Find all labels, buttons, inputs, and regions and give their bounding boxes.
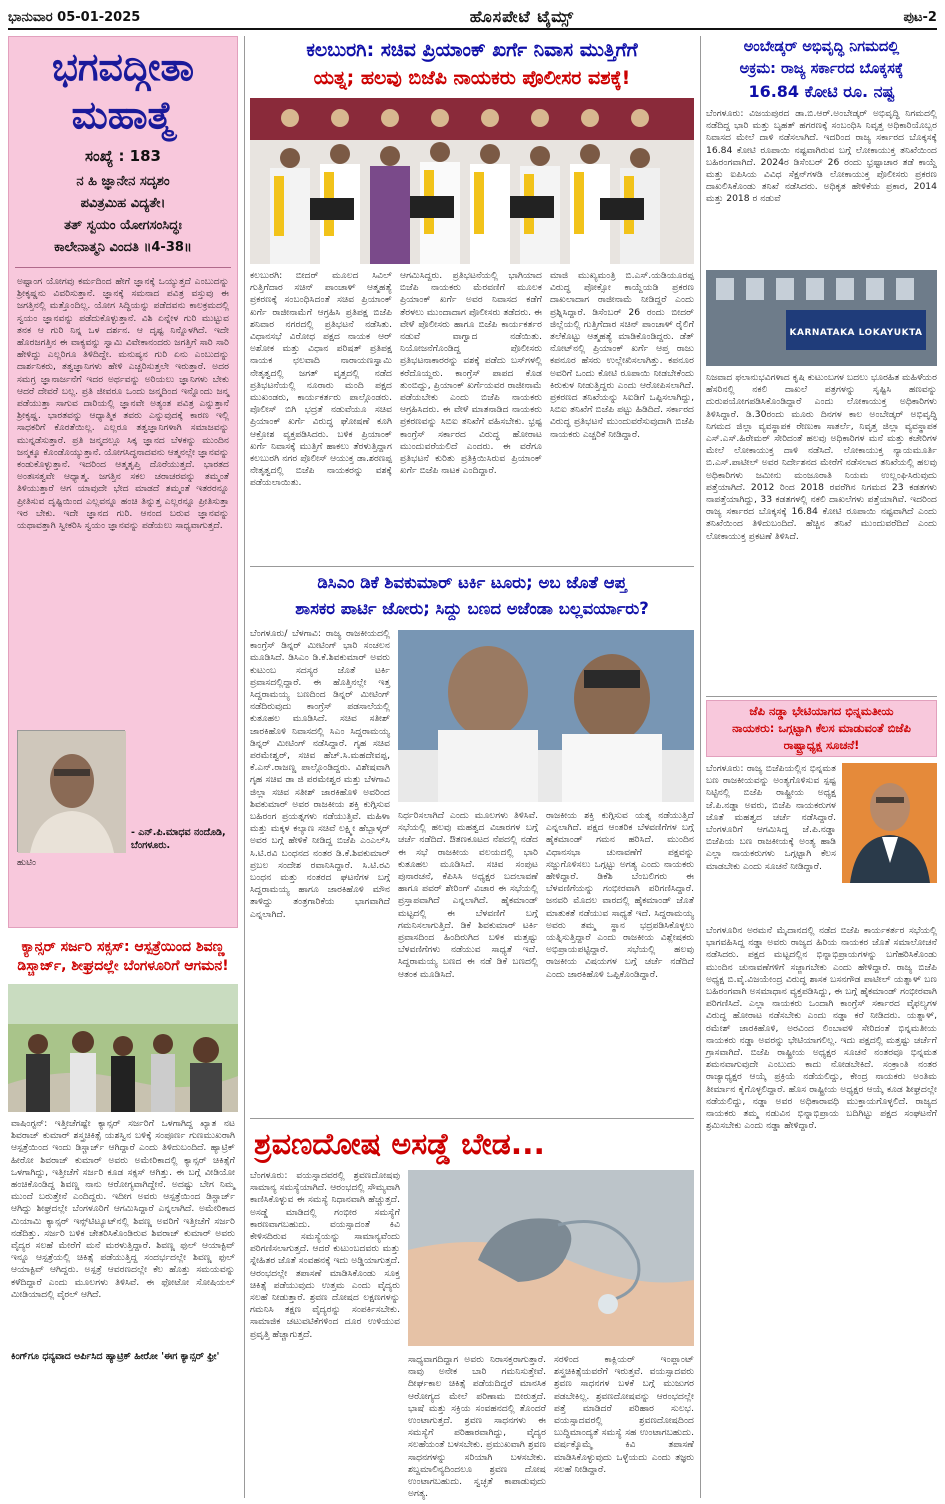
dkshi-article [250, 570, 697, 1118]
cancer-subhead: ಕಿಂಗ್‌ಗೂ ಧನ್ಯವಾದ ಅರ್ಪಿಸಿದ ಹ್ಯಾಟ್ರಿಕ್ ಹೀರೋ 'ಈಗ ಕ್ಯಾನ್ಸರ್ ಫ್ರೀ' [11, 1351, 220, 1362]
kalaburagi-col1: ಕಲಬುರಗಿ: ಬೀದರ್ ಮೂಲದ ಸಿವಿಲ್ ಗುತ್ತಿಗೆದಾರ ಸಚಿನ್ ಪಾಂಚಾಳ್ ಆತ್ಮಹತ್ಯೆ ಪ್ರಕರಣಕ್ಕೆ ಸಂಬಂಧಿಸಿದಂತೆ ಸಚಿವ ಪ್ರಿಯಾಂಕ್ ಖರ್ಗೆ ರಾಜೀನಾಮೆಗೆ ಆಗ್ರಹಿಸಿ ಪ್ರತಿಪಕ್ಷ ಬಿಜೆಪಿ ಶನಿವಾರ ನಗರದಲ್ಲಿ ಪ್ರತಿಭಟನೆ ನಡೆಸಿತು. ವಿಧಾನಸಭೆ ವಿರೋಧ ಪಕ್ಷದ ನಾಯಕ ಆರ್ ಅಶೋಕ ಮತ್ತು ವಿಧಾನ ಪರಿಷತ್ ಪ್ರತಿಪಕ್ಷ ನಾಯಕ ಛಲವಾದಿ ನಾರಾಯಣಸ್ವಾಮಿ ನೇತೃತ್ವದಲ್ಲಿ ಜಗತ್ ವೃತ್ತದಲ್ಲಿ ನಡೆದ ಪ್ರತಿಭಟನೆಯಲ್ಲಿ ನೂರಾರು ಮಂದಿ ಪಕ್ಷದ ಮುಖಂಡರು, ಕಾರ್ಯಕರ್ತರು ಪಾಲ್ಗೊಂಡರು. ಪೊಲೀಸ್ ಬಿಗಿ ಭದ್ರತೆ ನಡುವೆಯೂ ಸಚಿವ ಪ್ರಿಯಾಂಕ್ ಖರ್ಗೆ ವಿರುದ್ಧ ಘೋಷಣೆ ಕೂಗಿ ಆಕ್ರೋಶ ವ್ಯಕ್ತಪಡಿಸಿದರು. ಬಳಿಕ ಪ್ರಿಯಾಂಕ್ ಖರ್ಗೆ ನಿವಾಸಕ್ಕೆ ಮುತ್ತಿಗೆ ಹಾಕಲು ತೆರಳುತ್ತಿದ್ದಾಗ ಕಲಬುರಗಿ ನಗರ ಪೊಲೀಸ್ ಆಯುಕ್ತ ಡಾ.ಶರಣಪ್ಪ ನೇತೃತ್ವದಲ್ಲಿ ಬಿಜೆಪಿ ನಾಯಕರನ್ನು ವಶಕ್ಕೆ ಪಡೆಯಲಾಯಿತು. [250, 270, 395, 489]
gita-number: ಸಂಖ್ಯೆ : 183 [85, 147, 161, 165]
dkshi-headline-line2: ಶಾಸಕರ ಪಾರ್ಟಿ ಜೋರು; ಸಿದ್ದು ಬಣದ ಅಜೆಂಡಾ ಬಲ್ಲವರ್ಯಾರು? [295, 599, 649, 618]
divider [15, 267, 231, 268]
issue-date: ಭಾನುವಾರ 05-01-2025 [8, 9, 141, 25]
column-rule [700, 36, 701, 1498]
hearing-col2: ಸಾಧ್ಯವಾಗದಿದ್ದಾಗ ಅವರು ನಿರಾಸಕ್ತರಾಗುತ್ತಾರೆ. ನಾವು ಅನೇಕ ಬಾರಿ ಗಮನಿಸುತ್ತೇವೆ. ದೀರ್ಘಕಾಲ ಚಿಕಿತ್ಸೆ ಪಡೆಯದಿದ್ದರೆ ಮಾನಸಿಕ ಆರೋಗ್ಯದ ಮೇಲೆ ಪರಿಣಾಮ ಬೀರುತ್ತದೆ. ಭಾಷೆ ಮತ್ತು ಸಕ್ರಿಯ ಸಂವಹನದಲ್ಲಿ ತೊಂದರೆ ಉಂಟಾಗುತ್ತದೆ. ಶ್ರವಣ ಸಾಧನಗಳು ಈ ಸಮಸ್ಯೆಗೆ ಪರಿಹಾರವಾಗಿದ್ದು, ವೈದ್ಯರ ಸಲಹೆಯಂತೆ ಬಳಸಬೇಕು. ಪ್ರಮುಖವಾಗಿ ಶ್ರವಣ ಸಾಧನಗಳನ್ನು ಸರಿಯಾಗಿ ಬಳಸಬೇಕು. ಶಬ್ದಮಾಲಿನ್ಯದಿಂದಲೂ ಶ್ರವಣ ದೋಷ ಉಂಟಾಗಬಹುದು. ಸ್ವಚ್ಛತೆ ಕಾಪಾಡುವುದು ಅಗತ್ಯ. [408, 1354, 549, 1500]
hearing-col3: ಸರಳಿಂದ ಕಾಕ್ಲಿಯರ್ ಇಂಪ್ಲಾಂಟ್ ಶಸ್ತ್ರಚಿಕಿತ್ಸೆಯವರೆಗೆ ಇರುತ್ತವೆ. ವಯಸ್ಸಾದವರು ಶ್ರವಣ ಸಾಧನಗಳ ಬಳಕೆ ಬಗ್ಗೆ ಮುಜುಗರ ಪಡಬೇಕಿಲ್ಲ. ಶ್ರವಣದೋಷವನ್ನು ಆರಂಭದಲ್ಲೇ ಪತ್ತೆ ಮಾಡಿದರೆ ಪರಿಹಾರ ಸುಲಭ. ವಯಸ್ಸಾದವರಲ್ಲಿ ಶ್ರವಣದೋಷದಿಂದ ಬುದ್ಧಿಮಾಂದ್ಯತೆ ಸಮಸ್ಯೆ ಸಹ ಉಂಟಾಗಬಹುದು. ವರ್ಷಕ್ಕೊಮ್ಮೆ ಕಿವಿ ತಪಾಸಣೆ ಮಾಡಿಸಿಕೊಳ್ಳುವುದು ಒಳ್ಳೆಯದು ಎಂದು ತಜ್ಞರು ಸಲಹೆ ನೀಡಿದ್ದಾರೆ. [554, 1354, 697, 1475]
nadda-headline-line3: ರಾಷ್ಟ್ರಾಧ್ಯಕ್ಷ ಸೂಚನೆ! [783, 738, 860, 752]
ambedkar-article [706, 36, 940, 696]
dkshi-col2: ನಿರ್ಧರಿಸಲಾಗಿದೆ ಎಂದು ಮೂಲಗಳು ತಿಳಿಸಿವೆ. ಸಭೆಯಲ್ಲಿ ಹಲವು ಮಹತ್ವದ ವಿಚಾರಗಳ ಬಗ್ಗೆ ಚರ್ಚೆ ನಡೆದಿದೆ. ಔತಣಕೂಟದ ನೆಪದಲ್ಲಿ ನಡೆದ ಈ ಸಭೆ ರಾಜಕೀಯ ವಲಯದಲ್ಲಿ ಭಾರಿ ಕುತೂಹಲ ಮೂಡಿಸಿದೆ. ಸಚಿವ ಸಂಪುಟ ಪುನಾರಚನೆ, ಕೆಪಿಸಿಸಿ ಅಧ್ಯಕ್ಷರ ಬದಲಾವಣೆ ಹಾಗೂ ಪವರ್ ಶೇರಿಂಗ್ ವಿಚಾರ ಈ ಸಭೆಯಲ್ಲಿ ಪ್ರಸ್ತಾಪವಾಗಿದೆ ಎನ್ನಲಾಗಿದೆ. ಹೈಕಮಾಂಡ್ ಮಟ್ಟದಲ್ಲಿ ಈ ಬೆಳವಣಿಗೆ ಬಗ್ಗೆ ಗಮನಿಸಲಾಗುತ್ತಿದೆ. ಡಿಕೆ ಶಿವಕುಮಾರ್ ಟರ್ಕಿ ಪ್ರವಾಸದಿಂದ ಹಿಂದಿರುಗಿದ ಬಳಿಕ ಮತ್ತಷ್ಟು ಬೆಳವಣಿಗೆಗಳು ನಡೆಯುವ ಸಾಧ್ಯತೆ ಇದೆ. ಸಿದ್ದರಾಮಯ್ಯ ಬಣದ ಈ ನಡೆ ಡಿಕೆ ಬಣದಲ್ಲಿ ಆತಂಕ ಮೂಡಿಸಿದೆ. [398, 810, 541, 980]
nadda-headline-line2: ನಾಯಕರು: ಒಗ್ಗಟ್ಟಾಗಿ ಕೆಲಸ ಮಾಡುವಂತೆ ಬಿಜೆಪಿ [732, 721, 911, 735]
gita-continued: ಹುಟಿಂ [17, 858, 36, 868]
cancer-body-part1 [8, 1118, 238, 1348]
gita-title-line2: ಮಹಾತ್ಮೆ [71, 93, 175, 137]
nadda-portrait-icon [842, 763, 937, 883]
ambedkar-headline-line3: 16.84 ಕೋಟಿ ರೂ. ನಷ್ಟ [748, 82, 895, 101]
lokayukta-photo [706, 270, 937, 366]
kalaburagi-col3: ಮಾಜಿ ಮುಖ್ಯಮಂತ್ರಿ ಬಿ.ಎಸ್.ಯಡಿಯೂರಪ್ಪ ವಿರುದ್ಧ ಪೋಕ್ಸೋ ಕಾಯ್ದೆಯಡಿ ಪ್ರಕರಣ ದಾಖಲಾದಾಗ ರಾಜೀನಾಮೆ ನೀಡಿದ್ದರೆ ಎಂದು ಪ್ರಶ್ನಿಸಿದ್ದಾರೆ. ಡಿಸೆಂಬರ್ 26 ರಂದು ಬೀದರ್ ಜಿಲ್ಲೆಯಲ್ಲಿ ಗುತ್ತಿಗೆದಾರ ಸಚಿನ್ ಪಾಂಚಾಳ್ ರೈಲಿಗೆ ತಲೆಕೊಟ್ಟು ಆತ್ಮಹತ್ಯೆ ಮಾಡಿಕೊಂಡಿದ್ದರು. ಡೆತ್ ನೋಟ್‌ನಲ್ಲಿ ಪ್ರಿಯಾಂಕ್ ಖರ್ಗೆ ಆಪ್ತ ರಾಜು ಕಪನೂರ ಹೆಸರು ಉಲ್ಲೇಖಿಸಲಾಗಿತ್ತು. ಕಪನೂರ ಅವರಿಗೆ ಒಂದು ಕೋಟಿ ರೂಪಾಯಿ ನೀಡಬೇಕೆಂದು ಕಿರುಕುಳ ನೀಡುತ್ತಿದ್ದರು ಎಂದು ಆರೋಪಿಸಲಾಗಿದೆ. ಪ್ರಕರಣದ ತನಿಖೆಯನ್ನು ಸಿಐಡಿಗೆ ಒಪ್ಪಿಸಲಾಗಿದ್ದು, ಸಿಬಿಐ ತನಿಖೆಗೆ ಬಿಜೆಪಿ ಪಟ್ಟು ಹಿಡಿದಿದೆ. ಸರ್ಕಾರದ ವಿರುದ್ಧ ಪ್ರತಿಭಟನೆ ಮುಂದುವರೆಸುವುದಾಗಿ ಬಿಜೆಪಿ ನಾಯಕರು ಎಚ್ಚರಿಕೆ ನೀಡಿದ್ದಾರೆ. [550, 270, 697, 440]
ambedkar-body-top: ಬೆಂಗಳೂರು: ವಿಜಯಪುರದ ಡಾ.ಬಿ.ಆರ್.ಅಂಬೇಡ್ಕರ್ ಅಭಿವೃದ್ಧಿ ನಿಗಮದಲ್ಲಿ ನಡೆದಿದ್ದ ಭಾರಿ ಮತ್ತು ಬೃಹತ್ ಹಗರಣಕ್ಕೆ ಸಂಬಂಧಿಸಿ ನಿವೃತ್ತ ಅಧಿಕಾರಿಯೊಬ್ಬರ ನಿವಾಸದ ಮೇಲೆ ದಾಳಿ ನಡೆಸಲಾಗಿದೆ. ಇದರಿಂದ ರಾಜ್ಯ ಸರ್ಕಾರದ ಬೊಕ್ಕಸಕ್ಕೆ 16.84 ಕೋಟಿ ರೂಪಾಯಿ ನಷ್ಟವಾಗಿರುವ ಬಗ್ಗೆ ಲೋಕಾಯುಕ್ತ ತನಿಖೆಯಿಂದ ಬಹಿರಂಗವಾಗಿದೆ. 2024ರ ಡಿಸೆಂಬರ್ 26 ರಂದು ಭ್ರಷ್ಟಾಚಾರ ತಡೆ ಕಾಯ್ದೆ ಮತ್ತು ಐಪಿಸಿಯ ವಿವಿಧ ಸೆಕ್ಷನ್‌ಗಳಡಿ ಲೋಕಾಯುಕ್ತ ಪೊಲೀಸರು ಪ್ರಕರಣ ದಾಖಲಿಸಿಕೊಂಡು ತನಿಖೆ ನಡೆಸಿದರು. ಅಧಿಕೃತ ಹೇಳಿಕೆಯ ಪ್ರಕಾರ, 2014 ಮತ್ತು 2018 ರ ನಡುವೆ [706, 108, 940, 205]
author-photo [17, 730, 125, 852]
hearing-headline: ಶ್ರವಣದೋಷ ಅಸಡ್ಡೆ ಬೇಡ... [254, 1127, 545, 1162]
dkshi-col1: ಬೆಂಗಳೂರು/ ಬೆಳಗಾವಿ: ರಾಜ್ಯ ರಾಜಕೀಯದಲ್ಲಿ ಕಾಂಗ್ರೆಸ್ ಡಿನ್ನರ್ ಮೀಟಿಂಗ್ ಭಾರಿ ಸಂಚಲನ ಮೂಡಿಸಿದೆ. ಡಿಸಿಎಂ ಡಿ.ಕೆ.ಶಿವಕುಮಾರ್ ಅವರು ಕುಟುಂಬ ಸದಸ್ಯರ ಜೊತೆ ಟರ್ಕಿ ಪ್ರವಾಸದಲ್ಲಿದ್ದಾರೆ. ಈ ಹೊತ್ತಿನಲ್ಲೇ ಇತ್ತ ಸಿದ್ದರಾಮಯ್ಯ ಬಣದಿಂದ ಡಿನ್ನರ್ ಮೀಟಿಂಗ್ ನಡೆದಿರುವುದು ಕಾಂಗ್ರೆಸ್ ಪಡಸಾಲೆಯಲ್ಲಿ ಕುತೂಹಲ ಮೂಡಿಸಿದೆ. ಸಚಿವ ಸತೀಶ್ ಜಾರಕಿಹೊಳಿ ನಿವಾಸದಲ್ಲಿ ಸಿಎಂ ಸಿದ್ದರಾಮಯ್ಯ ಡಿನ್ನರ್ ಮೀಟಿಂಗ್ ನಡೆಸಿದ್ದಾರೆ. ಗೃಹ ಸಚಿವ ಪರಮೇಶ್ವರ್, ಸಚಿವ ಹೆಚ್.ಸಿ.ಮಹದೇವಪ್ಪ, ಕೆ.ಎನ್.ರಾಜಣ್ಣ ಪಾಲ್ಗೊಂಡಿದ್ದರು. ವಿಶೇಷವಾಗಿ ಗೃಹ ಸಚಿವ ಡಾ ಜಿ ಪರಮೇಶ್ವರ ಮತ್ತು ಬೆಳಗಾವಿ ಜಿಲ್ಲಾ ಸಚಿವ ಸತೀಶ್ ಜಾರಕಿಹೊಳಿ ಅವರಿಂದ ಶಿವಕುಮಾರ್ ಅವರ ರಾಜಕೀಯ ಶಕ್ತಿ ಕುಗ್ಗಿಸುವ ಬಹಿರಂಗ ಪ್ರಯತ್ನಗಳು ನಡೆಯುತ್ತಿವೆ. ಮಹಿಳಾ ಮತ್ತು ಮಕ್ಕಳ ಕಲ್ಯಾಣ ಸಚಿವೆ ಲಕ್ಷ್ಮೀ ಹೆಬ್ಬಾಳ್ಕರ್ ಅವರ ಬಗ್ಗೆ ಹೇಳಿಕೆ ನೀಡಿದ್ದ ಬಿಜೆಪಿ ಎಂಎಲ್‌ಸಿ ಸಿ.ಟಿ.ರವಿ ಬಂಧನದ ನಂತರ ಡಿ.ಕೆ.ಶಿವಕುಮಾರ್ ಪ್ರಬಲ ಸಂದೇಶ ರವಾನಿಸಿದ್ದಾರೆ. ಸಿ.ಟಿ.ರವಿ ಬಂಧನ ಮತ್ತು ನಂತರದ ಘಟನೆಗಳ ಬಗ್ಗೆ ಸಿದ್ದರಾಮಯ್ಯ ಹಾಗೂ ಜಾರಕಿಹೊಳಿ ಮೌನ ತಾಳಿದ್ದು ತಂತ್ರಗಾರಿಕೆಯ ಭಾಗವಾಗಿದೆ ಎನ್ನಲಾಗಿದೆ. [250, 628, 393, 920]
gita-title [9, 37, 237, 139]
masthead [8, 6, 937, 30]
hearing-aid-photo [408, 1170, 694, 1346]
building-icon [706, 270, 937, 366]
kalaburagi-article [250, 36, 697, 566]
nadda-photo [842, 763, 937, 883]
nadda-body-bottom: ಬೆಂಗಳೂರಿನ ಅರಮನೆ ಮೈದಾನದಲ್ಲಿ ನಡೆದ ಬಿಜೆಪಿ ಕಾರ್ಯಕರ್ತರ ಸಭೆಯಲ್ಲಿ ಭಾಗವಹಿಸಿದ್ದ ನಡ್ಡಾ ಅವರು ರಾಜ್ಯದ ಹಿರಿಯ ನಾಯಕರ ಜೊತೆ ಸಮಾಲೋಚನೆ ನಡೆಸಿದರು. ಪಕ್ಷದ ಮಟ್ಟದಲ್ಲಿನ ಭಿನ್ನಾಭಿಪ್ರಾಯಗಳನ್ನು ಬಗೆಹರಿಸಿಕೊಂಡು ಮುಂದಿನ ಚುನಾವಣೆಗಳಿಗೆ ಸಜ್ಜಾಗಬೇಕು ಎಂದು ಹೇಳಿದ್ದಾರೆ. ರಾಜ್ಯ ಬಿಜೆಪಿ ಅಧ್ಯಕ್ಷ ಬಿ.ವೈ.ವಿಜಯೇಂದ್ರ ವಿರುದ್ಧ ಶಾಸಕ ಬಸನಗೌಡ ಪಾಟೀಲ್ ಯತ್ನಾಳ್ ಬಣ ಬಹಿರಂಗವಾಗಿ ಅಸಮಾಧಾನ ವ್ಯಕ್ತಪಡಿಸಿದ್ದು, ಈ ಬಗ್ಗೆ ಹೈಕಮಾಂಡ್ ಗಂಭೀರವಾಗಿ ಪರಿಗಣಿಸಿದೆ. ಎಲ್ಲಾ ನಾಯಕರು ಒಂದಾಗಿ ಕಾಂಗ್ರೆಸ್ ಸರ್ಕಾರದ ವೈಫಲ್ಯಗಳ ವಿರುದ್ಧ ಹೋರಾಟ ನಡೆಸಬೇಕು ಎಂದು ನಡ್ಡಾ ಕರೆ ನೀಡಿದರು. ಯತ್ನಾಳ್, ರಮೇಶ್ ಜಾರಕಿಹೊಳಿ, ಅರವಿಂದ ಲಿಂಬಾವಳಿ ಸೇರಿದಂತೆ ಭಿನ್ನಮತೀಯ ನಾಯಕರು ನಡ್ಡಾ ಅವರನ್ನು ಭೇಟಿಯಾಗಲಿಲ್ಲ. ಇದು ಪಕ್ಷದಲ್ಲಿ ಮತ್ತಷ್ಟು ಚರ್ಚೆಗೆ ಗ್ರಾಸವಾಗಿದೆ. ಬಿಜೆಪಿ ರಾಷ್ಟ್ರೀಯ ಅಧ್ಯಕ್ಷರ ಸೂಚನೆ ನಂತರವೂ ಭಿನ್ನಮತ ಶಮನವಾಗುವುದೇ ಎಂಬುದು ಕಾದು ನೋಡಬೇಕಿದೆ. ಸಂಕ್ರಾಂತಿ ನಂತರ ರಾಜ್ಯಾಧ್ಯಕ್ಷರ ಆಯ್ಕೆ ಪ್ರಕ್ರಿಯೆ ನಡೆಯಲಿದ್ದು, ಕೇಂದ್ರ ನಾಯಕರು ಅಂತಿಮ ತೀರ್ಮಾನ ಕೈಗೊಳ್ಳಲಿದ್ದಾರೆ. ಹೊಸ ರಾಷ್ಟ್ರೀಯ ಅಧ್ಯಕ್ಷರ ಆಯ್ಕೆ ಕೂಡ ಶೀಘ್ರದಲ್ಲೇ ನಡೆಯಲಿದ್ದು, ನಡ್ಡಾ ಅವರ ಅಧಿಕಾರಾವಧಿ ಮುಕ್ತಾಯಗೊಳ್ಳಲಿದೆ. ರಾಜ್ಯದ ನಾಯಕರು ತಮ್ಮ ನಡುವಿನ ಭಿನ್ನಾಭಿಪ್ರಾಯ ಬದಿಗಿಟ್ಟು ಪಕ್ಷದ ಸಂಘಟನೆಗೆ ಶ್ರಮಿಸಬೇಕು ಎಂದು ನಡ್ಡಾ ಹೇಳಿದ್ದಾರೆ. [706, 925, 940, 1132]
nadda-headline [706, 700, 937, 757]
gita-body: ಅಷ್ಟಾಂಗ ಯೋಗವು ಕರ್ಮದಿಂದ ಹೇಗೆ ಜ್ಞಾನಕ್ಕೆ ಒಯ್ಯುತ್ತದೆ ಎಂಬುದನ್ನು ಶ್ರೀಕೃಷ್ಣನು ವಿವರಿಸುತ್ತಾನೆ. ಜ್ಞಾನಕ್ಕೆ ಸಮನಾದ ಪವಿತ್ರ ವಸ್ತುವು ಈ ಜಗತ್ತಿನಲ್ಲಿ ಮತ್ತೊಂದಿಲ್ಲ. ಯೋಗ ಸಿದ್ಧಿಯನ್ನು ಪಡೆದವನು ಕಾಲಕ್ರಮದಲ್ಲಿ ಸ್ವಯಂ ಜ್ಞಾನವನ್ನು ಪಡೆದುಕೊಳ್ಳುತ್ತಾನೆ. ವಿಶಿ ಏನ್ನೇಳ ಗುರಿ ಮುಟ್ಟುವ ತನಕ ಆ ಗುರಿ ನಿನ್ನ ಒಳ ದರ್ಶನ. ಆ ದೃಷ್ಟ ನಿನ್ನೊಳಗಿದೆ. ಇದೇ ಹೊರಜಗತ್ತಿನ ಈ ವಾಕ್ಯವನ್ನು ಸ್ವಾಮಿ ವಿವೇಕಾನಂದರು ಜಗತ್ತಿಗೆ ಸಾರಿ ಸಾರಿ ಹೇಳಿದ್ದು ಎಲ್ಲರಿಗೂ ತಿಳಿದಿದ್ದೇ. ಮನುಷ್ಯನ ಗುರಿ ಏನು ಎಂಬುದನ್ನು ದಾರ್ಶನಿಕರು, ತತ್ವಜ್ಞಾನಿಗಳು ಹೇಳಿ ಎಚ್ಚರಿಸುತ್ತಲೇ ಇರುತ್ತಾರೆ. ಅದರ ಸಮಗ್ರ ಜ್ಞಾನಾರ್ಜನೆಗೆ ಇದರ ಅರ್ಥವನ್ನು ಅರಿಯಲು ಜ್ಞಾನಿಗಳು ಬೇಕು ಆದರೆ ದೇವರೆ ಬಲ್ಲ. ಪ್ರತಿ ಜೀವರೂ ಒಂದು ಜನ್ಮದಿಂದ ಇನ್ನೊಂದು ಜನ್ಮ ಪಡೆಯುತ್ತಾ ಸಾಗುವ ದಾರಿಯಲ್ಲಿ ಜ್ಞಾನವೇ ಅತ್ಯಂತ ಪವಿತ್ರ ಎನ್ನುತ್ತಾನೆ ಶ್ರೀಕೃಷ್ಣ. ಭಾರತವನ್ನು ಆಧ್ಯಾತ್ಮಿಕ ತವರು ಎನ್ನುವುದಕ್ಕೆ ಕಾರಣ ಇಲ್ಲಿ ಸಾಧಕರಿಗೆ ಕೊರತೆಯಿಲ್ಲ. ಎಲ್ಲರೂ ತತ್ವಜ್ಞಾನಿಗಳಾಗಿ ಸಮಾಜವನ್ನು ಮುನ್ನಡೆಸುತ್ತಾರೆ. ಪ್ರತಿ ಜನ್ಮದಲ್ಲೂ ಸಿಕ್ಕ ಜ್ಞಾನದ ಬೆಳಕನ್ನು ಮುಂದಿನ ಜನ್ಮಕ್ಕೂ ಕೊಂಡೊಯ್ಯುತ್ತಾನೆ. ಯೋಗಸಿದ್ಧನಾದವನು ಆತ್ಮನಲ್ಲೇ ಜ್ಞಾನವನ್ನು ಕಂಡುಕೊಳ್ಳುತ್ತಾನೆ. ಇದರಿಂದ ಆತ್ಮತೃಪ್ತಿ ದೊರೆಯುತ್ತದೆ. ಭಾರತದ ಅಂತಃಸತ್ವವೇ ಆಧ್ಯಾತ್ಮ. ಜಗತ್ತಿನ ಸಕಲ ಚರಾಚರವನ್ನು ತಮ್ಮಂತೆ ತಿಳಿಯುತ್ತಾರೆ ಆಗ ಯಾವುದೇ ಭೇದ ಮಾಡದೆ ತಮ್ಮಂತೆ ಇತರರನ್ನೂ ಪ್ರೀತಿಸುವ ದೃಷ್ಟಿಯಿಂದ ಎಲ್ಲವನ್ನೂ ಹಂಚಿ ತಿನ್ನುತ್ತ ಎಲ್ಲರನ್ನೂ ಪ್ರೀತಿಸುತ್ತಾ ಇರ ಬೇಕು. ಇದೇ ಜ್ಞಾನದ ಗುರಿ. ಆನಂದ ಬರುವ ಜ್ಞಾನವನ್ನು ಯಥಾವತ್ತಾಗಿ ಸ್ವೀಕರಿಸಿ ಸ್ವಯಂ ಜ್ಞಾನವನ್ನು ಪಡೆಯಲು ಸಾಧ್ಯವಾಗುತ್ತದೆ. [17, 276, 232, 532]
leaders-photo-icon [398, 630, 694, 802]
hearing-article [250, 1124, 697, 1500]
hearing-aid-icon [408, 1170, 694, 1346]
gita-author: - ಎನ್.ಪಿ.ಮಾಧವ ನಂದೊಡಿ, ಬೆಂಗಳೂರು. [131, 827, 226, 851]
cancer-headline: ಕ್ಯಾನ್ಸರ್ ಸರ್ಜರಿ ಸಕ್ಸಸ್: ಆಸ್ಪತ್ರೆಯಿಂದ ಶಿವಣ್ಣ ಡಿಸ್ಚಾರ್ಜ್, ಶೀಘ್ರದಲ್ಲೇ ಬೆಂಗಳೂರಿಗೆ ಆಗಮನ! [17, 939, 229, 974]
page-number: ಪುಟ-2 [903, 9, 937, 25]
nadda-headline-line1: ಜೆಪಿ ನಡ್ಡಾ ಭೇಟಿಯಾಗದ ಭಿನ್ನಮತೀಯ [749, 704, 894, 718]
cancer-photo [8, 984, 238, 1112]
section-rule [706, 696, 937, 697]
ambedkar-headline-line2: ಅಕ್ರಮ: ರಾಜ್ಯ ಸರ್ಕಾರದ ಬೊಕ್ಕಸಕ್ಕೆ [739, 61, 904, 77]
cancer-article [8, 936, 238, 1498]
nadda-article [706, 700, 940, 1498]
leaders-photo [398, 630, 694, 802]
hearing-col1: ಬೆಂಗಳೂರು: ವಯಸ್ಸಾದವರಲ್ಲಿ ಶ್ರವಣದೋಷವು ಸಾಮಾನ್ಯ ಸಮಸ್ಯೆಯಾಗಿದೆ. ಆರಂಭದಲ್ಲಿ ಸೌಮ್ಯವಾಗಿ ಕಾಣಿಸಿಕೊಳ್ಳುವ ಈ ಸಮಸ್ಯೆ ನಿಧಾನವಾಗಿ ಹೆಚ್ಚುತ್ತದೆ. ಅಸಡ್ಡೆ ಮಾಡಿದಲ್ಲಿ ಗಂಭೀರ ಸಮಸ್ಯೆಗೆ ಕಾರಣವಾಗಬಹುದು. ವಯಸ್ಸಾದಂತೆ ಕಿವಿ ಕೇಳಿಸದಿರುವ ಸಮಸ್ಯೆಯನ್ನು ಸಾಮಾನ್ಯವೆಂದು ಪರಿಗಣಿಸಲಾಗುತ್ತದೆ. ಆದರೆ ಕುಟುಂಬದವರು ಮತ್ತು ಸ್ನೇಹಿತರ ಜೊತೆ ಸಂವಹನಕ್ಕೆ ಇದು ಅಡ್ಡಿಯಾಗುತ್ತದೆ. ಆರಂಭದಲ್ಲೇ ತಪಾಸಣೆ ಮಾಡಿಸಿಕೊಂಡು ಸೂಕ್ತ ಚಿಕಿತ್ಸೆ ಪಡೆಯುವುದು ಉತ್ತಮ ಎಂದು ವೈದ್ಯರು ಸಲಹೆ ನೀಡುತ್ತಾರೆ. ಶ್ರವಣ ದೋಷದ ಲಕ್ಷಣಗಳನ್ನು ಗಮನಿಸಿ ತಕ್ಷಣ ವೈದ್ಯರನ್ನು ಸಂಪರ್ಕಿಸಬೇಕು. ಸಾಮಾಜಿಕ ಚಟುವಟಿಕೆಗಳಿಂದ ದೂರ ಉಳಿಯುವ ಪ್ರವೃತ್ತಿ ಹೆಚ್ಚಾಗುತ್ತದೆ. [250, 1170, 403, 1340]
cancer-body: ವಾಷಿಂಗ್ಟನ್: ಇತ್ತೀಚೆಗಷ್ಟೇ ಕ್ಯಾನ್ಸರ್ ಸರ್ಜರಿಗೆ ಒಳಗಾಗಿದ್ದ ಖ್ಯಾತ ನಟ ಶಿವರಾಜ್ ಕುಮಾರ್ ಶಸ್ತ್ರಚಿಕಿತ್ಸೆ ಯಶಸ್ವಿನ ಬಳಿಕ್ಕೆ ಸಂಪೂರ್ಣ ಗುಣಮುಖರಾಗಿ ಆಸ್ಪತ್ರೆಯಿಂದ ಇಂದು ಡಿಸ್ಚಾರ್ಜ್ ಆಗಿದ್ದಾರೆ ಎಂದು ತಿಳಿದುಬಂದಿದೆ. ಹ್ಯಾಟ್ರಿಕ್ ಹೀರೋ ಶಿವರಾಜ್ ಕುಮಾರ್ ಅವರು ಅಮೇರಿಕಾದಲ್ಲಿ ಕ್ಯಾನ್ಸರ್ ಚಿಕಿತ್ಸೆಗೆ ಒಳಗಾಗಿದ್ದು, ಇತ್ತೀಚೆಗೆ ಸರ್ಜರಿ ಕೂಡ ಸಕ್ಸಸ್ ಆಗಿತ್ತು. ಈ ಬಗ್ಗೆ ವೀಡಿಯೋ ಹಂಚಿಕೊಂಡಿದ್ದ ಶಿವಣ್ಣ ನಾನು ಆರೋಗ್ಯವಾಗಿದ್ದೇನೆ. ಅದಷ್ಟು ಬೇಗ ನಿಮ್ಮ ಮುಂದೆ ಬರುತ್ತೇನೆ ಎಂದಿದ್ದರು. ಇದೀಗ ಅವರು ಆಸ್ಪತ್ರೆಯಿಂದ ಡಿಸ್ಚಾರ್ಜ್ ಆಗಿದ್ದು ಶೀಘ್ರದಲ್ಲೇ ಬೆಂಗಳೂರಿಗೆ ಆಗಮಿಸಿದ್ದಾರೆ ಎನ್ನಲಾಗಿದೆ. ಅಮೇರಿಕಾದ ಮಿಯಾಮಿ ಕ್ಯಾನ್ಸರ್ ಇನ್ಸ್‌ಟಿಟ್ಯೂಟ್‌ನಲ್ಲಿ ಶಿವಣ್ಣ ಅವರಿಗೆ ಇತ್ತೀಚೆಗೆ ಸರ್ಜರಿ ನಡೆದಿತ್ತು. ಸರ್ಜರಿ ಬಳಿಕ ಚೇತರಿಸಿಕೊಂಡಿರುವ ಶಿವರಾಜ್ ಕುಮಾರ್ ಅವರು ವೈದ್ಯರ ಸಲಹೆ ಮೇರೆಗೆ ಮನೆ ಮರಳುತ್ತಿದ್ದಾರೆ. ಶಿವಣ್ಣ ಫುಲ್ ಆಯಾಕ್ಟಿವ್ ಇನ್ನೂ ಆಸ್ಪತ್ರೆಯಲ್ಲಿ ಚಿಕಿತ್ಸೆ ಪಡೆಯುತ್ತಿದ್ದ ಸಂದರ್ಭದಲ್ಲೇ ಶಿವಣ್ಣ ಫುಲ್ ಆಯಾಕ್ಟಿವ್ ಆಗಿದ್ದರು. ಅಸ್ಪತ್ರೆ ಆವರಣದಲ್ಲೇ ಕೆಲ ಹೊತ್ತು ಸಮಯವನ್ನು ಕಳೆದಿದ್ದಾರೆ ಎಂದು ಮೂಲಗಳು ತಿಳಿಸಿವೆ. ಈ ಫೋಟೋ ಸೋಷಿಯಲ್ ಮೀಡಿಯಾದಲ್ಲಿ ವೈರಲ್ ಆಗಿದೆ. [11, 1118, 238, 1300]
lokayukta-sign-text: KARNATAKA LOKAYUKTA [789, 328, 923, 338]
kalaburagi-headline-line1: ಕಲಬುರಗಿ: ಸಚಿವ ಪ್ರಿಯಾಂಕ್ ಖರ್ಗೆ ನಿವಾಸ ಮುತ್ತಿಗೆಗೆ [306, 39, 638, 61]
ambedkar-headline-line1: ಅಂಬೇಡ್ಕರ್ ಅಭಿವೃದ್ಧಿ ನಿಗಮದಲ್ಲಿ [743, 39, 900, 55]
gita-title-line1: ಭಗವದ್ಗೀತಾ [51, 45, 195, 89]
kalaburagi-col2: ಆಗಮಿಸಿದ್ದರು. ಪ್ರತಿಭಟನೆಯಲ್ಲಿ ಭಾಗಿಯಾದ ಬಿಜೆಪಿ ನಾಯಕರು ಮೆರವಣಿಗೆ ಮೂಲಕ ಪ್ರಿಯಾಂಕ್ ಖರ್ಗೆ ಅವರ ನಿವಾಸದ ಕಡೆಗೆ ತೆರಳಲು ಮುಂದಾದಾಗ ಪೊಲೀಸರು ತಡೆದರು. ಈ ವೇಳೆ ಪೊಲೀಸರು ಹಾಗೂ ಬಿಜೆಪಿ ಕಾರ್ಯಕರ್ತರ ನಡುವೆ ವಾಗ್ವಾದ ನಡೆಯಿತು. ನಿಯೋಜನೆಗೊಂಡಿದ್ದ ಪೊಲೀಸರು ಪ್ರತಿಭಟನಾಕಾರರನ್ನು ವಶಕ್ಕೆ ಪಡೆದು ಬಸ್‌ಗಳಲ್ಲಿ ಕರೆದೊಯ್ದರು. ಕಾಂಗ್ರೆಸ್ ಪಾಪದ ಕೊಡ ತುಂಬಿದ್ದು, ಪ್ರಿಯಾಂಕ್ ಖರ್ಗೆಯವರ ರಾಜೀನಾಮೆ ಪಡೆಯಬೇಕು ಎಂದು ಬಿಜೆಪಿ ನಾಯಕರು ಆಗ್ರಹಿಸಿದರು. ಈ ವೇಳೆ ಮಾತನಾಡಿದ ನಾಯಕರು ಪ್ರಕರಣವನ್ನು ಸಿಬಿಐ ತನಿಖೆಗೆ ವಹಿಸಬೇಕು. ಭ್ರಷ್ಟ ಕಾಂಗ್ರೆಸ್ ಸರ್ಕಾರದ ವಿರುದ್ಧ ಹೋರಾಟ ಮುಂದುವರೆಯಲಿದೆ ಎಂದರು. ಈ ವರೆಗೂ ಪ್ರತಿಭಟನೆ ಕುರಿತು ಪ್ರತಿಕ್ರಿಯಿಸಿರುವ ಪ್ರಿಯಾಂಕ್ ಖರ್ಗೆ ಬಿಜೆಪಿ ನಾಟಕ ಎಂದಿದ್ದಾರೆ. [400, 270, 545, 477]
nadda-body-top: ಬೆಂಗಳೂರು: ರಾಜ್ಯ ಬಿಜೆಪಿಯಲ್ಲಿನ ಭಿನ್ನಮತ ಬಣ ರಾಜಕೀಯವನ್ನು ಅಂತ್ಯಗೊಳಿಸುವ ಸ್ಪಷ್ಟ ನಿಟ್ಟಿನಲ್ಲಿ ಬಿಜೆಪಿ ರಾಷ್ಟ್ರೀಯ ಅಧ್ಯಕ್ಷ ಜೆ.ಪಿ.ನಡ್ಡಾ ಅವರು, ಬಿಜೆಪಿ ನಾಯಕರುಗಳ ಜೊತೆ ಮಹತ್ವದ ಚರ್ಚೆ ನಡೆಸಿದ್ದಾರೆ. ಬೆಂಗಳೂರಿಗೆ ಆಗಮಿಸಿದ್ದ ಜೆ.ಪಿ.ನಡ್ಡಾ ಬಿಜೆಪಿಯ ಬಣ ರಾಜಕೀಯಕ್ಕೆ ಅಂತ್ಯ ಹಾಡಿ ಎಲ್ಲಾ ನಾಯಕರುಗಳು ಒಗ್ಗಟ್ಟಾಗಿ ಕೆಲಸ ಮಾಡಬೇಕು ಎಂದು ಸೂಚನೆ ನೀಡಿದ್ದಾರೆ. [706, 763, 839, 872]
family-photo-icon [8, 984, 238, 1112]
protest-photo [250, 98, 694, 264]
dkshi-col3: ರಾಜಕೀಯ ಶಕ್ತಿ ಕುಗ್ಗಿಸುವ ಯತ್ನ ನಡೆಯುತ್ತಿದೆ ಎನ್ನಲಾಗಿದೆ. ಪಕ್ಷದ ಆಂತರಿಕ ಬೆಳವಣಿಗೆಗಳ ಬಗ್ಗೆ ಹೈಕಮಾಂಡ್ ಗಮನ ಹರಿಸಿದೆ. ಮುಂದಿನ ವಿಧಾನಸಭಾ ಚುನಾವಣೆಗೆ ಪಕ್ಷವನ್ನು ಸಜ್ಜುಗೊಳಿಸಲು ಒಗ್ಗಟ್ಟು ಅಗತ್ಯ ಎಂದು ನಾಯಕರು ಹೇಳಿದ್ದಾರೆ. ಡಿಕೆಶಿ ಬೆಂಬಲಿಗರು ಈ ಬೆಳವಣಿಗೆಯನ್ನು ಗಂಭೀರವಾಗಿ ಪರಿಗಣಿಸಿದ್ದಾರೆ. ಜನವರಿ ಮೊದಲ ವಾರದಲ್ಲಿ ಹೈಕಮಾಂಡ್ ಜೊತೆ ಮಾತುಕತೆ ನಡೆಯುವ ಸಾಧ್ಯತೆ ಇದೆ. ಸಿದ್ದರಾಮಯ್ಯ ಅವರು ತಮ್ಮ ಸ್ಥಾನ ಭದ್ರಪಡಿಸಿಕೊಳ್ಳಲು ಯತ್ನಿಸುತ್ತಿದ್ದಾರೆ ಎಂದು ರಾಜಕೀಯ ವಿಶ್ಲೇಷಕರು ಅಭಿಪ್ರಾಯಪಟ್ಟಿದ್ದಾರೆ. ಸಭೆಯಲ್ಲಿ ಹಲವು ರಾಜಕೀಯ ವಿಷಯಗಳ ಬಗ್ಗೆ ಚರ್ಚೆ ನಡೆದಿದೆ ಎಂದು ಜಾರಕಿಹೊಳಿ ಒಪ್ಪಿಕೊಂಡಿದ್ದಾರೆ. [546, 810, 697, 980]
ambedkar-body-bottom: ನಿಜವಾದ ಫಲಾನುಭವಿಗಳಾದ ಕೃಷಿ ಕುಟುಂಬಗಳ ಬದಲು ಭೂರಹಿತ ಮಹಿಳೆಯರ ಹೆಸರಿನಲ್ಲಿ ನಕಲಿ ದಾಖಲೆ ಪತ್ರಗಳನ್ನು ಸೃಷ್ಟಿಸಿ ಹಣವನ್ನು ದುರುಪಯೋಗಪಡಿಸಿಕೊಂಡಿದ್ದಾರೆ ಎಂದು ಲೋಕಾಯುಕ್ತ ಅಧಿಕಾರಿಗಳು ತಿಳಿಸಿದ್ದಾರೆ. ಡಿ.30ರಂದು ಮೂರು ದಿನಗಳ ಕಾಲ ಅಂಬೇಡ್ಕರ್ ಅಭಿವೃದ್ಧಿ ನಿಗಮದ ಜಿಲ್ಲಾ ವ್ಯವಸ್ಥಾಪಕ ರೇಣುಕಾ ಸಾತರ್ಲೆ, ನಿವೃತ್ತ ಜಿಲ್ಲಾ ವ್ಯವಸ್ಥಾಪಕ ಎಸ್.ಎಸ್.ಹಿರೇಮಠ್ ಸೇರಿದಂತೆ ಹಲವು ಅಧಿಕಾರಿಗಳ ಮನೆ ಮತ್ತು ಕಚೇರಿಗಳ ಮೇಲೆ ಲೋಕಾಯುಕ್ತ ದಾಳಿ ನಡೆಸಿದೆ. ಲೋಕಾಯುಕ್ತ ನ್ಯಾಯಮೂರ್ತಿ ಬಿ.ಎಸ್.ಪಾಟೀಲ್ ಅವರ ನಿರ್ದೇಶನದ ಮೇರೆಗೆ ನಡೆಸಲಾದ ತನಿಖೆಯಲ್ಲಿ ಹಲವು ಅಧಿಕಾರಿಗಳು ಜಮೀನು ಮಂಜೂರಾತಿ ನಿಯಮ ಉಲ್ಲಂಘಿಸಿರುವುದು ಪತ್ತೆಯಾಗಿದೆ. 2012 ರಿಂದ 2018 ರವರೆಗಿನ ನಿಗಮದ 23 ಕಡತಗಳು ನಾಪತ್ತೆಯಾಗಿದ್ದು, 33 ಕಡತಗಳಲ್ಲಿ ನಕಲಿ ದಾಖಲೆಗಳು ಪತ್ತೆಯಾಗಿವೆ. ಇದರಿಂದ ರಾಜ್ಯ ಸರ್ಕಾರದ ಬೊಕ್ಕಸಕ್ಕೆ 16.84 ಕೋಟಿ ರೂಪಾಯಿ ನಷ್ಟವಾಗಿದೆ ಎಂದು ತನಿಖೆಯಿಂದ ತಿಳಿದುಬಂದಿದೆ. ಹೆಚ್ಚಿನ ತನಿಖೆ ಮುಂದುವರೆದಿದೆ ಎಂದು ಲೋಕಾಯುಕ್ತ ಪ್ರಕಟಣೆ ತಿಳಿಸಿದೆ. [706, 372, 940, 542]
gita-column [8, 36, 238, 928]
protest-photo-icon [250, 98, 694, 264]
column-rule [244, 36, 245, 1498]
person-silhouette-icon [18, 731, 126, 853]
section-rule [250, 566, 694, 567]
dkshi-headline-line1: ಡಿಸಿಎಂ ಡಿಕೆ ಶಿವಕುಮಾರ್ ಟರ್ಕಿ ಟೂರು; ಅಬ ಜೊತೆ ಆಪ್ತ [317, 573, 627, 592]
kalaburagi-headline-line2: ಯತ್ನ; ಹಲವು ಬಿಜೆಪಿ ನಾಯಕರು ಪೊಲೀಸರ ವಶಕ್ಕೆ! [313, 67, 631, 89]
section-rule [250, 1118, 694, 1119]
gita-shloka: ನ ಹಿ ಜ್ಞಾನೇನ ಸದೃಶಂ ಪವಿತ್ರಮಿಹ ವಿದ್ಯತೇ। ತತ್ ಸ್ವಯಂ ಯೋಗಸಂಸಿದ್ಧಃ ಕಾಲೇನಾತ್ಮನಿ ವಿಂದತಿ ॥4-38॥ [54, 174, 192, 255]
newspaper-name: ಹೊಸಪೇಟೆ ಟೈಮ್ಸ್ [469, 7, 575, 26]
